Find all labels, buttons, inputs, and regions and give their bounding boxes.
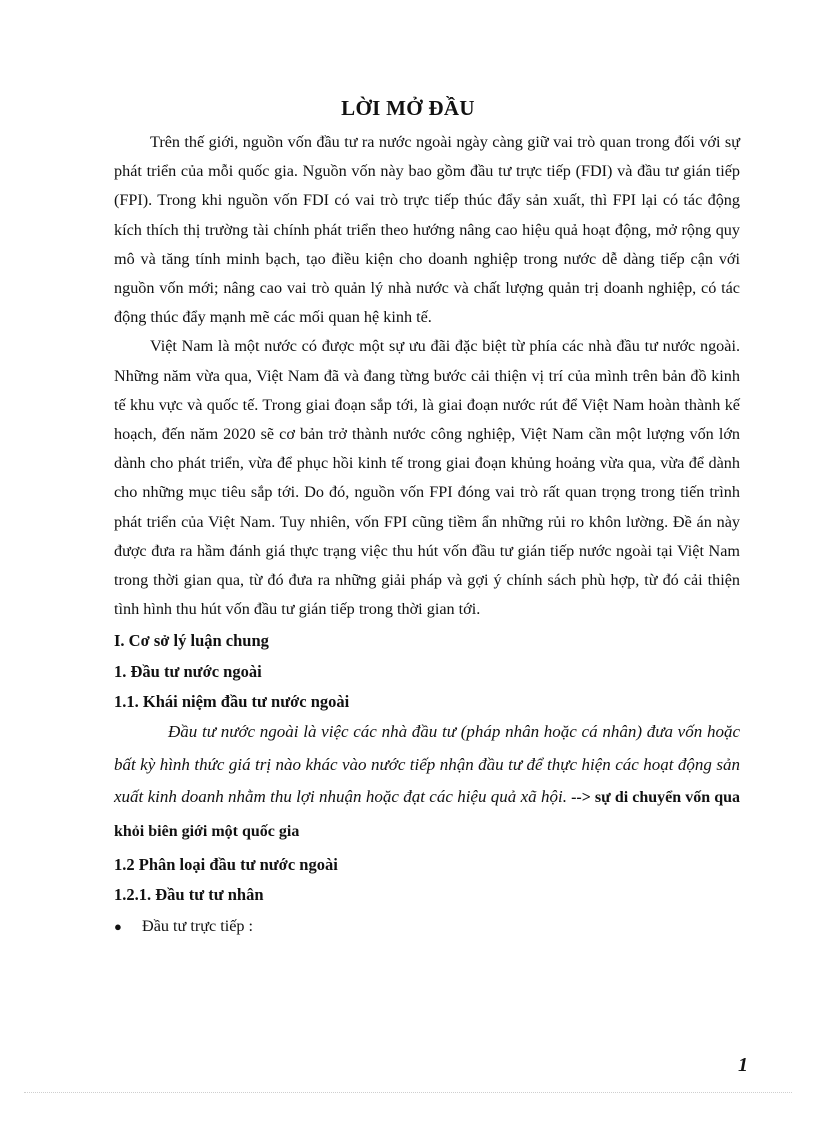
bullet-icon: ● [114,919,122,935]
page-divider [24,1092,792,1093]
section-heading-1-2-1: 1.2.1. Đầu tư tư nhân [114,885,264,905]
list-item-text: Đầu tư trực tiếp : [142,917,254,936]
section-heading-1-1-1: 1.1. Khái niệm đầu tư nước ngoài [114,691,350,711]
intro-paragraph-1: Trên thế giới, nguồn vốn đầu tư ra nước ngoài ngày càng giữ vai trò quan trong đối với sự phát triển của mỗi quốc gia. Nguồn vốn này bao gồm đầu tư trực tiếp (FDI) và đầu tư gián tiếp (FPI). Trong khi nguồn vốn FDI có vai trò trực tiếp thúc đẩy sản xuất, thì FPI lại có tác động kích thích thị trường tài chính phát triển theo hướng nâng cao hiệu quả hoạt động, mở rộng quy mô và tăng tính minh bạch, tạo điều kiện cho doanh nghiệp trong nước dễ dàng tiếp cận với nguồn vốn mới; nâng cao vai trò quản lý nhà nước và chất lượng quản trị doanh nghiệp, có tác động thúc đẩy mạnh mẽ các mối quan hệ kinh tế. [114,133,740,327]
section-heading-1-2: 1.2 Phân loại đầu tư nước ngoài [114,855,338,875]
document-body [114,128,740,942]
definition-tail: --> sự di chuyển vốn qua khỏi biên giới một quốc gia [114,789,740,840]
section-heading-1-1: 1. Đầu tư nước ngoài [114,661,262,681]
list-item [114,912,740,941]
page-title: LỜI MỞ ĐẦU [341,96,475,120]
intro-paragraph-2: Việt Nam là một nước có được một sự ưu đãi đặc biệt từ phía các nhà đầu tư nước ngoài. Những năm vừa qua, Việt Nam đã và đang từng bước cải thiện vị trí của mình trên bản đồ kinh tế khu vực và quốc tế. Trong giai đoạn sắp tới, là giai đoạn nước rút để Việt Nam hoàn thành kế hoạch, đến năm 2020 sẽ cơ bản trở thành nước công nghiệp, Việt Nam cần một lượng vốn lớn dành cho phát triển, vừa để phục hồi kinh tế trong giai đoạn khủng hoảng vừa qua, vừa để dành cho những mục tiêu sắp tới. Do đó, nguồn vốn FPI đóng vai trò rất quan trọng trong tiến trình phát triển của Việt Nam. Tuy nhiên, vốn FPI cũng tiềm ẩn những rủi ro khôn lường. Đề án này được đưa ra hầm đánh giá thực trạng việc thu hút vốn đầu tư gián tiếp nước ngoài tại Việt Nam trong thời gian qua, từ đó đưa ra những giải pháp và gợi ý chính sách phù hợp, từ đó cải thiện tình hình thu hút vốn đầu tư gián tiếp trong thời gian tới. [114,337,740,619]
page-number: 1 [738,1054,748,1076]
definition-block [114,716,740,848]
section-heading-1: I. Cơ sở lý luận chung [114,631,269,651]
definition-text: Đầu tư nước ngoài là việc các nhà đầu tư (pháp nhân hoặc cá nhân) đưa vốn hoặc bất kỳ hình thức giá trị nào khác vào nước tiếp nhận đầu tư để thực hiện các hoạt động sản xuất kinh doanh nhằm thu lợi nhuận hoặc đạt các hiệu quả xã hội. [114,722,740,807]
